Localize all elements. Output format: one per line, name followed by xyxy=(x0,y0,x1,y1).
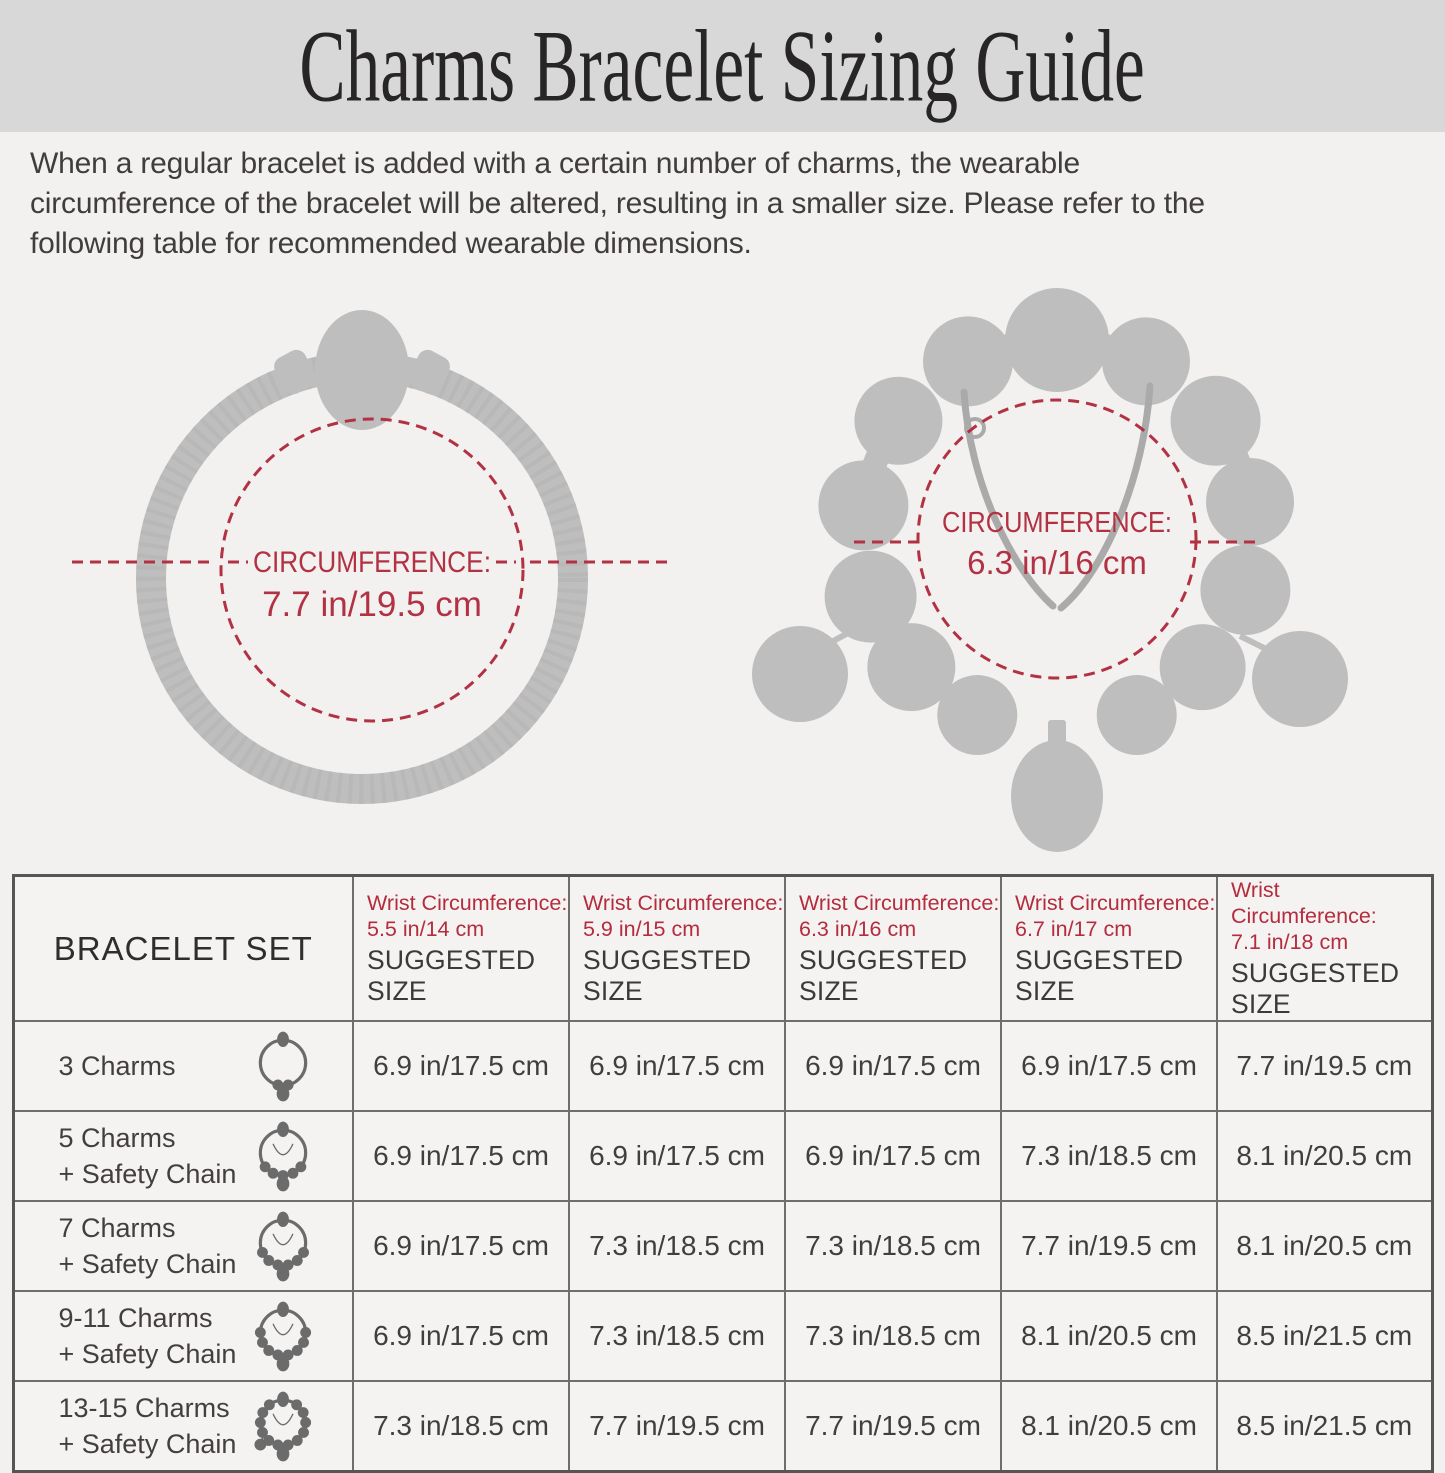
table-row xyxy=(13,1021,1432,1111)
charm-bead xyxy=(1160,624,1246,710)
wrist-circumference-label: Wrist Circumference: 5.5 in/14 cm xyxy=(367,891,568,941)
bracelet-set-cell xyxy=(13,1021,353,1111)
suggested-size-cell xyxy=(1217,1021,1432,1111)
bracelet-set-label: 9-11 Charms + Safety Chain xyxy=(58,1303,237,1369)
suggested-size-value: 6.9 in/17.5 cm xyxy=(805,1050,981,1081)
bracelet-5-charms-safety-chain-icon xyxy=(254,1120,312,1193)
suggested-size-value: 8.5 in/21.5 cm xyxy=(1236,1410,1413,1441)
suggested-size-cell xyxy=(1001,1381,1217,1472)
intro-line: following table for recommended wearable dimensions. xyxy=(30,227,752,260)
suggested-size-value: 8.1 in/20.5 cm xyxy=(1236,1140,1413,1171)
intro-line: When a regular bracelet is added with a certain number of charms, the wearable xyxy=(30,147,1080,180)
charm-bead xyxy=(1005,288,1109,392)
suggested-size-cell xyxy=(569,1021,785,1111)
suggested-size-value: 8.5 in/21.5 cm xyxy=(1236,1320,1413,1351)
bracelet-set-label: 5 Charms + Safety Chain xyxy=(58,1123,237,1189)
plain-bracelet-circumference-label: CIRCUMFERENCE: xyxy=(253,546,491,579)
plain-bracelet-illustration xyxy=(42,286,682,826)
suggested-size-value: 6.9 in/17.5 cm xyxy=(373,1230,549,1261)
suggested-size-value: 7.7 in/19.5 cm xyxy=(805,1410,981,1441)
suggested-size-value: 7.7 in/19.5 cm xyxy=(589,1410,765,1441)
wrist-circumference-label: Wrist Circumference: 6.7 in/17 cm xyxy=(1015,891,1216,941)
suggested-size-cell xyxy=(569,1381,785,1472)
table-header-row xyxy=(13,876,1432,1022)
suggested-size-cell xyxy=(569,1201,785,1291)
suggested-size-cell xyxy=(1001,1291,1217,1381)
wrist-circumference-header xyxy=(785,876,1001,1022)
suggested-size-cell xyxy=(353,1111,569,1201)
suggested-size-cell xyxy=(1217,1201,1432,1291)
suggested-size-value: 6.9 in/17.5 cm xyxy=(589,1050,765,1081)
charm-bead xyxy=(1206,458,1294,546)
suggested-size-value: 8.1 in/20.5 cm xyxy=(1021,1320,1197,1351)
suggested-size-cell xyxy=(1001,1021,1217,1111)
table-row xyxy=(13,1381,1432,1472)
circumference-dashed-circle xyxy=(918,400,1196,678)
suggested-size-value: 7.3 in/18.5 cm xyxy=(805,1230,981,1261)
suggested-size-label: SUGGESTED SIZE xyxy=(583,945,752,1006)
suggested-size-value: 6.9 in/17.5 cm xyxy=(373,1140,549,1171)
suggested-size-value: 7.3 in/18.5 cm xyxy=(805,1320,981,1351)
bracelet-illustrations xyxy=(0,274,1445,874)
suggested-size-cell xyxy=(785,1381,1001,1472)
bracelet-9-11-charms-safety-chain-icon xyxy=(254,1300,312,1373)
suggested-size-label: SUGGESTED SIZE xyxy=(367,945,536,1006)
wrist-circumference-label: Wrist Circumference: 5.9 in/15 cm xyxy=(583,891,784,941)
suggested-size-value: 6.9 in/17.5 cm xyxy=(1021,1050,1197,1081)
charm-bead xyxy=(923,316,1013,406)
dangle-charm xyxy=(1252,631,1348,727)
bracelet-7-charms-safety-chain-icon xyxy=(254,1210,312,1283)
bracelet-set-cell xyxy=(13,1201,353,1291)
bracelet-set-cell xyxy=(13,1291,353,1381)
suggested-size-value: 8.1 in/20.5 cm xyxy=(1021,1410,1197,1441)
suggested-size-value: 6.9 in/17.5 cm xyxy=(373,1050,549,1081)
title-banner xyxy=(0,0,1445,132)
charm-bead xyxy=(1200,545,1290,635)
dangle-charm xyxy=(752,626,848,722)
charm-bracelet-circumference-label: CIRCUMFERENCE: xyxy=(942,507,1172,539)
bracelet-3-charms-icon xyxy=(254,1030,312,1103)
bracelet-set-label: 13-15 Charms + Safety Chain xyxy=(58,1393,237,1459)
intro-line: circumference of the bracelet will be altered, resulting in a smaller size. Please refer to the xyxy=(30,187,1205,220)
bracelet-set-cell xyxy=(13,1381,353,1472)
suggested-size-cell xyxy=(1217,1291,1432,1381)
suggested-size-cell xyxy=(785,1021,1001,1111)
suggested-size-cell xyxy=(569,1291,785,1381)
bracelet-set-label: 7 Charms + Safety Chain xyxy=(58,1213,237,1279)
wrist-circumference-header xyxy=(1217,876,1432,1022)
charm-bead xyxy=(818,460,908,550)
suggested-size-label: SUGGESTED SIZE xyxy=(1015,945,1184,1006)
suggested-size-cell xyxy=(353,1201,569,1291)
suggested-size-cell xyxy=(1001,1201,1217,1291)
bracelet-13-15-charms-safety-chain-icon xyxy=(254,1390,312,1463)
suggested-size-value: 7.7 in/19.5 cm xyxy=(1021,1230,1197,1261)
plain-bracelet-circumference-value: 7.7 in/19.5 cm xyxy=(262,585,482,624)
suggested-size-cell xyxy=(569,1111,785,1201)
bracelet-set-cell xyxy=(13,1111,353,1201)
suggested-size-cell xyxy=(1001,1111,1217,1201)
suggested-size-value: 7.3 in/18.5 cm xyxy=(589,1320,765,1351)
suggested-size-cell xyxy=(353,1021,569,1111)
bracelet-set-header: BRACELET SET xyxy=(13,876,353,1022)
suggested-size-cell xyxy=(1217,1381,1432,1472)
suggested-size-value: 7.7 in/19.5 cm xyxy=(1236,1050,1413,1081)
suggested-size-cell xyxy=(353,1381,569,1472)
charm-bracelet-illustration xyxy=(712,274,1412,874)
charm-bead xyxy=(1097,675,1177,755)
bracelet-clasp xyxy=(315,310,409,430)
suggested-size-value: 6.9 in/17.5 cm xyxy=(589,1140,765,1171)
wrist-circumference-header xyxy=(569,876,785,1022)
suggested-size-cell xyxy=(785,1111,1001,1201)
suggested-size-cell xyxy=(785,1201,1001,1291)
suggested-size-cell xyxy=(353,1291,569,1381)
wrist-circumference-label: Wrist Circumference: 6.3 in/16 cm xyxy=(799,891,1000,941)
suggested-size-value: 7.3 in/18.5 cm xyxy=(1021,1140,1197,1171)
suggested-size-value: 6.9 in/17.5 cm xyxy=(373,1320,549,1351)
wrist-circumference-label: Wrist Circumference: 7.1 in/18 cm xyxy=(1231,878,1377,954)
table-row xyxy=(13,1291,1432,1381)
page-title: Charms Bracelet Sizing Guide xyxy=(299,8,1146,124)
intro-text xyxy=(30,144,1445,264)
charm-bracelet-circumference-value: 6.3 in/16 cm xyxy=(967,544,1147,581)
suggested-size-cell xyxy=(1217,1111,1432,1201)
table-row xyxy=(13,1201,1432,1291)
suggested-size-value: 6.9 in/17.5 cm xyxy=(805,1140,981,1171)
suggested-size-value: 7.3 in/18.5 cm xyxy=(373,1410,549,1441)
suggested-size-label: SUGGESTED SIZE xyxy=(799,945,968,1006)
suggested-size-value: 8.1 in/20.5 cm xyxy=(1236,1230,1413,1261)
bottom-dangle-charm xyxy=(1011,740,1103,852)
charm-bead xyxy=(825,551,917,643)
suggested-size-value: 7.3 in/18.5 cm xyxy=(589,1230,765,1261)
wrist-circumference-header xyxy=(353,876,569,1022)
suggested-size-label: SUGGESTED SIZE xyxy=(1231,958,1400,1019)
sizing-table xyxy=(12,874,1434,1473)
bracelet-set-label: 3 Charms xyxy=(58,1051,176,1081)
table-row xyxy=(13,1111,1432,1201)
suggested-size-cell xyxy=(785,1291,1001,1381)
wrist-circumference-header xyxy=(1001,876,1217,1022)
charm-bead xyxy=(1102,317,1190,405)
